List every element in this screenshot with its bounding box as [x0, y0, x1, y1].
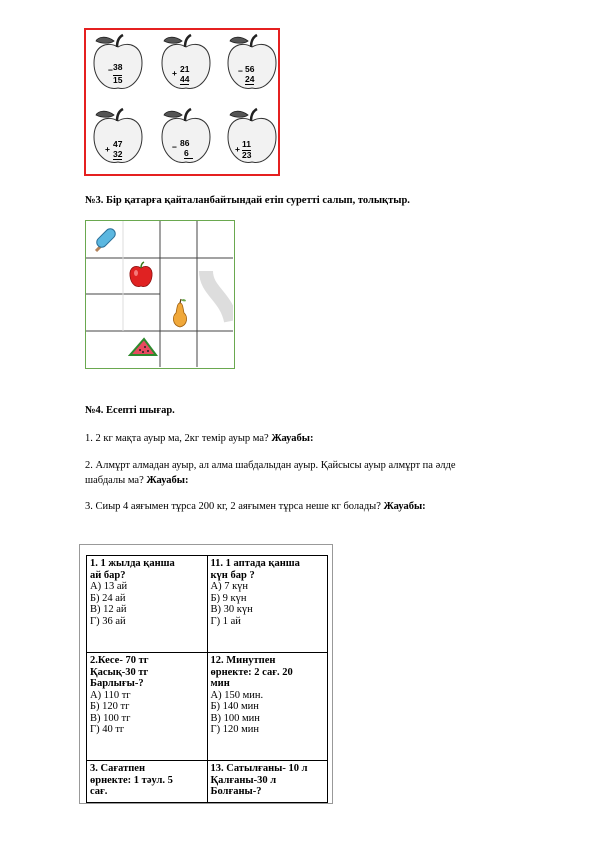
table-row	[87, 761, 328, 803]
apple-op: +	[105, 144, 110, 154]
answer-label: Жауабы:	[146, 475, 189, 486]
quiz-cell: 3. Сағатпен өрнекте: 1 тәул. 5 сағ.	[87, 761, 208, 803]
apple-top-number: 38	[113, 62, 123, 72]
task4-question-3: 3. Сиыр 4 аяғымен тұрса 200 кг, 2 аяғымен тұрса неше кг болады? Жауабы:	[85, 501, 426, 512]
apple-bottom-number: 15	[113, 75, 123, 85]
quiz-cell: 12. Минутпен өрнекте: 2 сағ. 20 мин А) 150 мин. Б) 140 мин В) 100 мин Г) 120 мин	[207, 653, 328, 761]
apple-icon	[224, 107, 280, 167]
apple-bottom-number: 23	[242, 150, 252, 160]
apple-icon	[128, 261, 154, 289]
picture-grid	[85, 220, 235, 369]
apple-op: −	[238, 66, 243, 76]
quiz-table	[86, 555, 328, 803]
apple-op: +	[235, 144, 240, 154]
quiz-cell: 11. 1 аптада қанша күн бар ? А) 7 күн Б) 9 күн В) 30 күн Г) 1 ай	[207, 556, 328, 653]
apple-bottom-number: 44	[180, 74, 190, 84]
watermelon-icon	[128, 337, 158, 359]
apple-top-number: 86	[180, 138, 190, 148]
apple-card	[158, 107, 214, 167]
apple-op: −	[172, 142, 177, 152]
table-row	[87, 653, 328, 761]
apple-top-number: 56	[245, 64, 255, 74]
apple-top-number: 21	[180, 64, 190, 74]
task4-title: №4. Есепті шығар.	[85, 405, 175, 416]
task4-question-1: 1. 2 кг мақта ауыр ма, 2кг темір ауыр ма? Жауабы:	[85, 433, 314, 444]
quiz-cell: 1. 1 жылда қанша ай бар? А) 13 ай Б) 24 ай В) 12 ай Г) 36 ай	[87, 556, 208, 653]
apple-top-number: 47	[113, 139, 123, 149]
quiz-table-frame	[79, 544, 333, 804]
answer-label: Жауабы:	[271, 433, 314, 444]
pear-icon	[170, 297, 190, 329]
task4-question-2-cont: шабдалы ма? Жауабы:	[85, 475, 189, 486]
apple-op: +	[172, 68, 177, 78]
apple-bottom-number: 24	[245, 74, 255, 84]
apple-bottom-number: 6	[184, 149, 193, 159]
apple-card	[224, 33, 280, 93]
table-row	[87, 556, 328, 653]
quiz-cell: 2.Кесе- 70 тг Қасық-30 тг Барлығы-? А) 110 тг Б) 120 тг В) 100 тг Г) 40 тг	[87, 653, 208, 761]
ice-cream-icon	[90, 223, 120, 255]
apple-card	[224, 107, 280, 167]
apple-top-number: 11	[242, 139, 251, 149]
apple-card	[90, 33, 146, 93]
task4-question-2: 2. Алмұрт алмадан ауыр, ал алма шабдалыдан ауыр. Қайсысы ауыр алмұрт па әлде	[85, 460, 456, 471]
apple-bottom-number: 32	[113, 149, 123, 159]
quiz-cell: 13. Сатылғаны- 10 л Қалғаны-30 л Болғаны-?	[207, 761, 328, 803]
task3-title: №3. Бір қатарға қайталанбайтындай етіп суретті салып, толықтыр.	[85, 195, 410, 206]
apple-card	[158, 33, 214, 93]
apples-panel	[84, 28, 280, 176]
answer-label: Жауабы:	[383, 501, 426, 512]
apple-card	[90, 107, 146, 167]
apple-op: −	[108, 65, 113, 75]
